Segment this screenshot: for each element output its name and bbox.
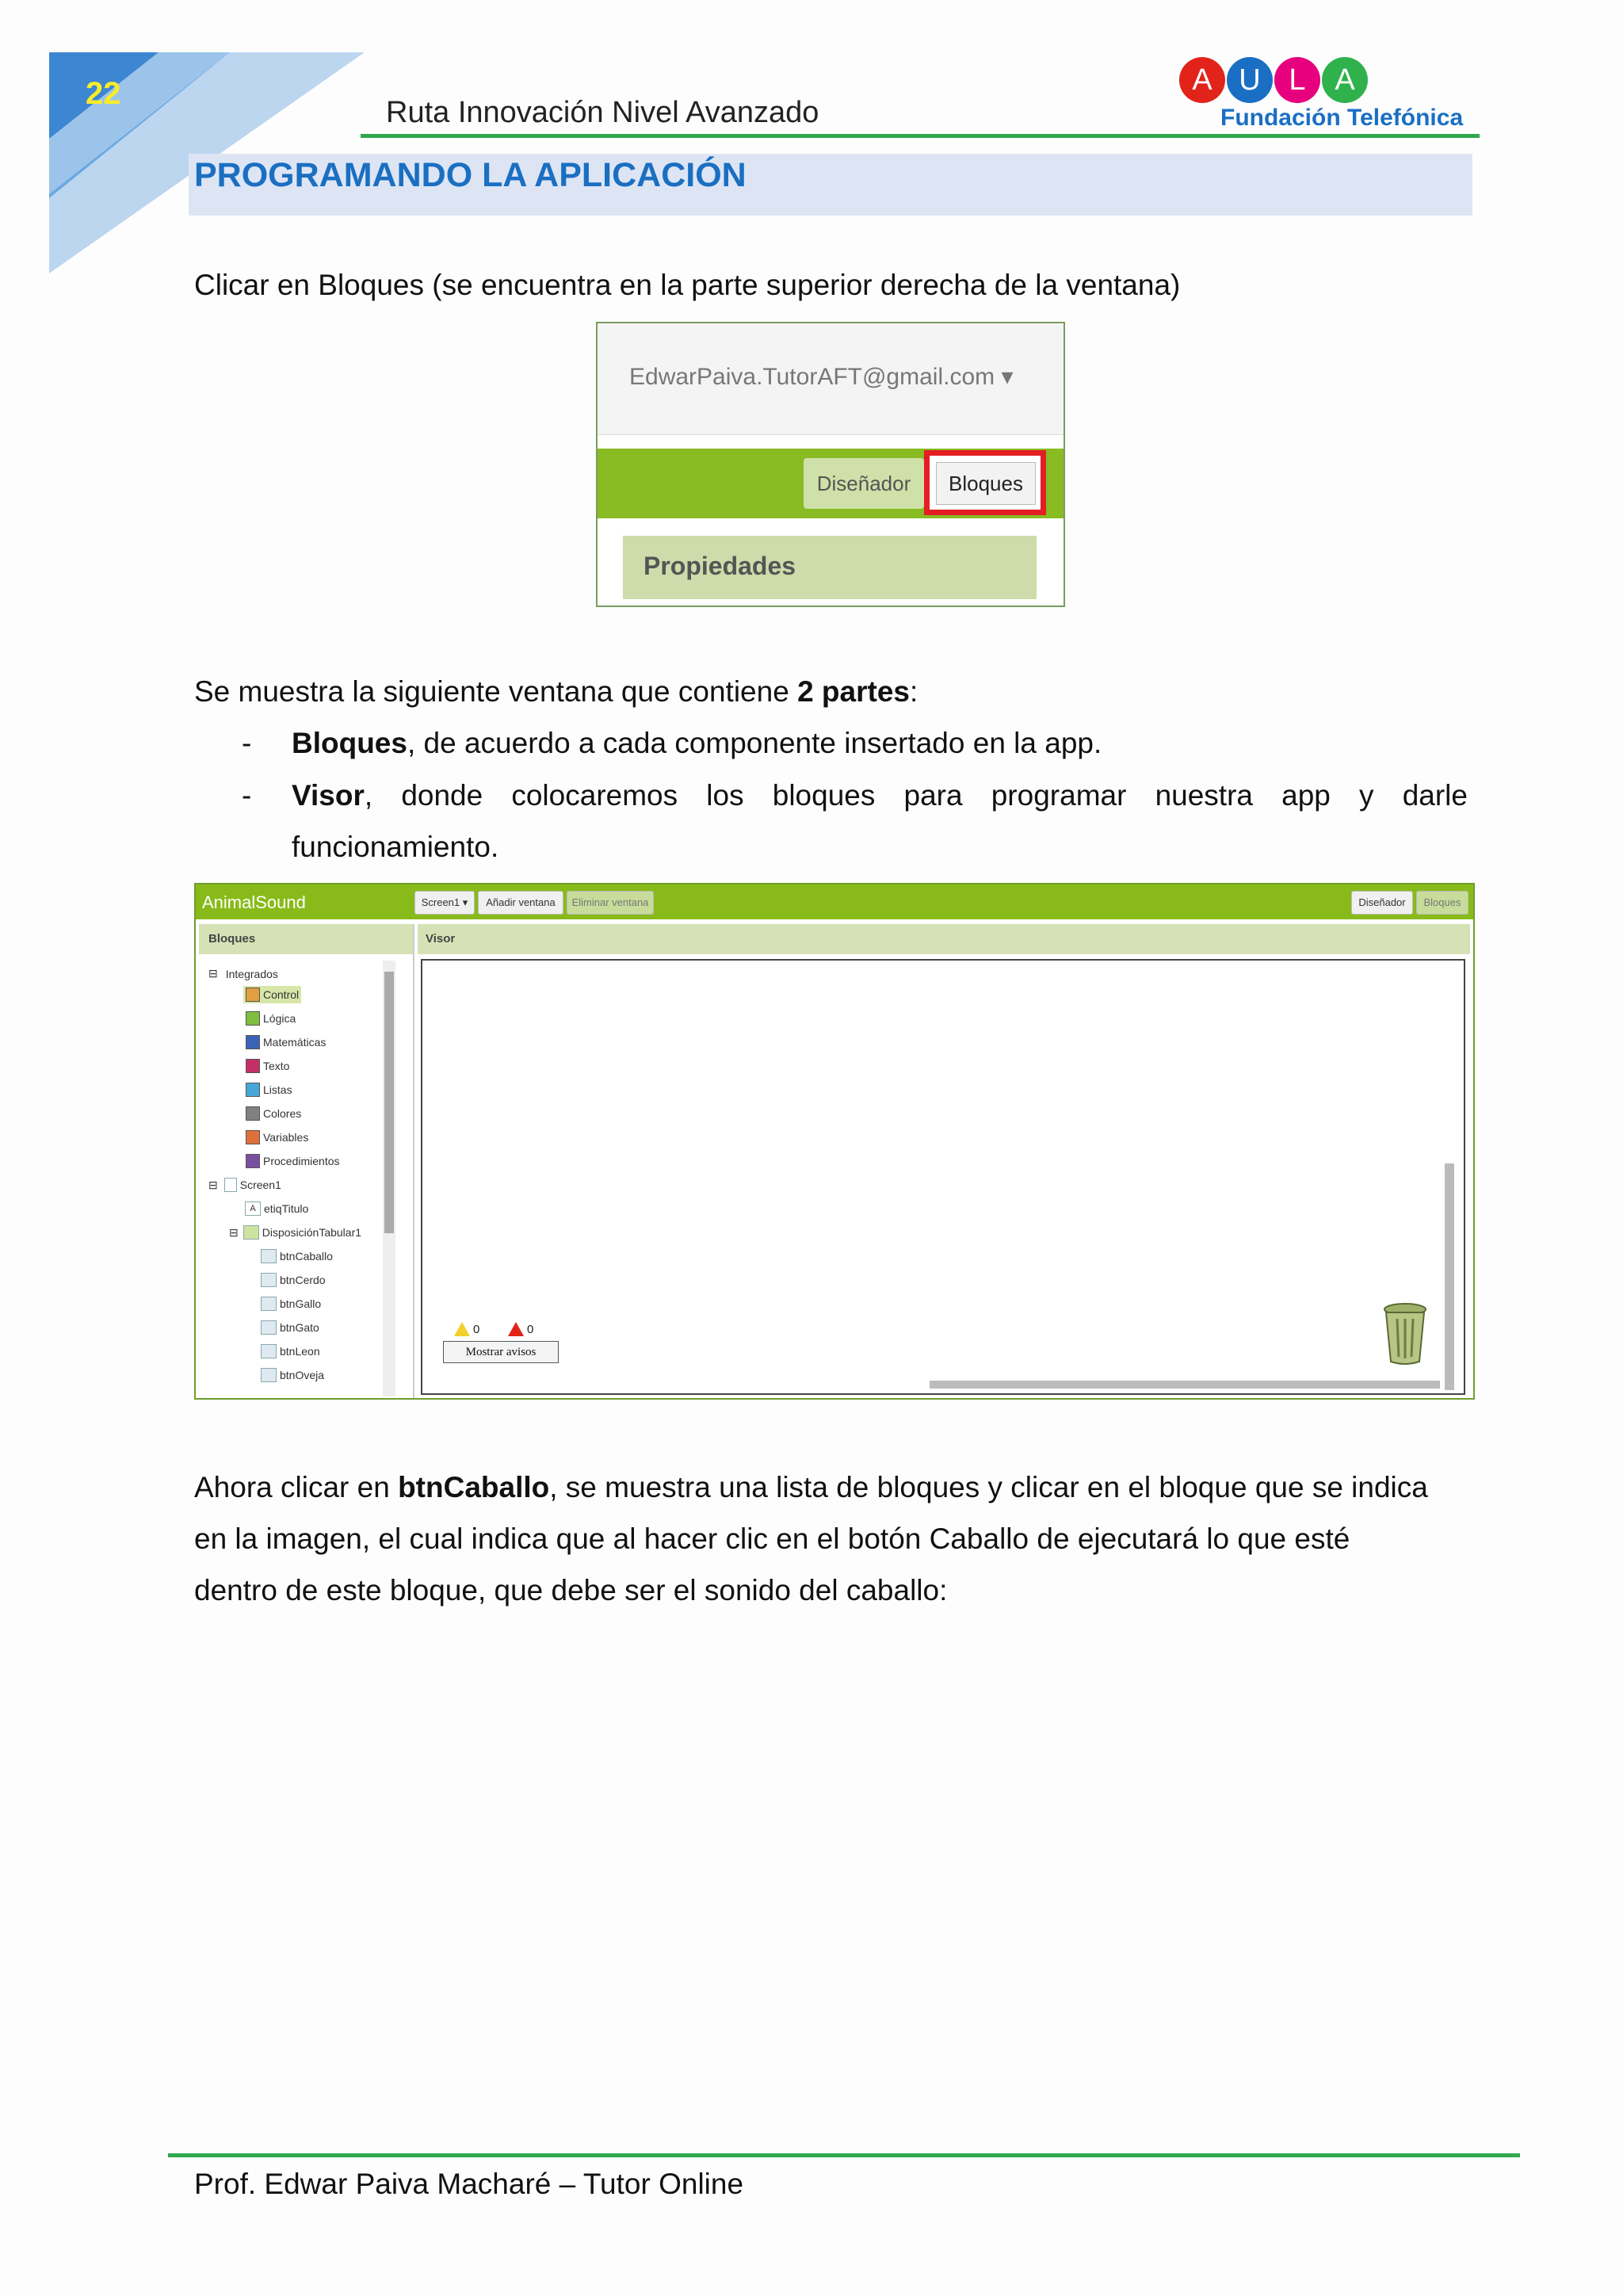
document-header-title: Ruta Innovación Nivel Avanzado (386, 96, 819, 129)
warning-icon (454, 1322, 470, 1336)
tree-label: Variables (263, 1131, 309, 1144)
errors-indicator (508, 1322, 533, 1336)
control-color-icon (246, 988, 260, 1002)
logo-letter-u: U (1227, 57, 1273, 103)
app-toolbar (196, 884, 1473, 919)
tree-label: btnGato (280, 1321, 319, 1334)
tree-item-btngato[interactable] (261, 1320, 319, 1335)
viewer-panel-header: Visor (418, 924, 1470, 954)
procedures-color-icon (246, 1154, 260, 1168)
button-icon (261, 1320, 277, 1335)
paragraph-instruction-3-line-1 (194, 1470, 1428, 1505)
bullet-2-line-1 (292, 779, 1468, 812)
para2-text: Se muestra la siguiente ventana que contiene (194, 675, 798, 708)
tree-item-btngallo[interactable] (261, 1297, 321, 1311)
screen-icon (224, 1178, 237, 1192)
tree-item-logica[interactable] (246, 1011, 296, 1026)
bullet2-word: app (1281, 779, 1331, 812)
screen-select-button[interactable]: Screen1 ▾ (414, 891, 475, 915)
para3-bold: btnCaballo (398, 1471, 550, 1503)
tree-label: btnLeon (280, 1345, 320, 1358)
variables-color-icon (246, 1130, 260, 1144)
tree-label: etiqTitulo (264, 1202, 309, 1215)
lists-color-icon (246, 1083, 260, 1097)
footer-divider (168, 2153, 1520, 2157)
blocks-workspace[interactable] (421, 959, 1465, 1395)
properties-label: Propiedades (643, 552, 796, 580)
blocks-button[interactable]: Bloques (1416, 891, 1468, 915)
errors-count: 0 (527, 1322, 534, 1336)
add-window-button[interactable]: Añadir ventana (478, 891, 563, 915)
warnings-count: 0 (473, 1322, 480, 1336)
tree-label: btnOveja (280, 1369, 325, 1381)
collapse-icon[interactable]: ⊟ (208, 967, 218, 980)
blocks-button[interactable]: Bloques (936, 462, 1036, 505)
tree-node-integrados[interactable] (208, 967, 278, 980)
paragraph-instruction-3-line-3: dentro de este bloque, que debe ser el sonido del caballo: (194, 1574, 948, 1606)
tree-item-matematicas[interactable] (246, 1035, 326, 1049)
tree-label: btnCerdo (280, 1274, 326, 1286)
workspace-horizontal-scrollbar[interactable] (930, 1381, 1440, 1389)
viewer-panel (418, 924, 1470, 1398)
bullet-1 (292, 726, 1102, 761)
page-number: 22 (86, 76, 121, 111)
button-icon (261, 1297, 277, 1311)
account-bar (598, 323, 1064, 435)
tree-label: DisposiciónTabular1 (262, 1226, 362, 1239)
bullet1-text: , de acuerdo a cada componente insertado en la app. (407, 727, 1102, 759)
para3-rest: , se muestra una lista de bloques y clicar en el bloque que se indica (549, 1471, 1428, 1503)
section-title: PROGRAMANDO LA APLICACIÓN (194, 156, 747, 194)
bullet-dash-1: - (242, 727, 252, 759)
tree-label: Screen1 (239, 1179, 281, 1191)
tree-label: btnCaballo (280, 1250, 333, 1263)
logo-brand: Fundación Telefónica (1220, 105, 1464, 131)
highlight-box (924, 450, 1046, 515)
button-icon (261, 1344, 277, 1358)
tree-node-screen1[interactable] (208, 1178, 281, 1192)
collapse-icon[interactable]: ⊟ (229, 1225, 239, 1239)
tree-item-variables[interactable] (246, 1130, 308, 1144)
bullet1-bold: Bloques (292, 727, 407, 759)
designer-button[interactable]: Diseñador (804, 458, 924, 509)
bullet2-word: y (1359, 779, 1374, 812)
bullet2-word: los (706, 779, 744, 812)
tree-item-btncaballo[interactable] (261, 1249, 333, 1263)
workspace-vertical-scrollbar[interactable] (1445, 1163, 1454, 1390)
blocks-scroll-thumb[interactable] (384, 972, 394, 1233)
blocks-panel-header: Bloques (199, 924, 413, 954)
tree-label: Matemáticas (263, 1036, 327, 1049)
show-warnings-button[interactable]: Mostrar avisos (443, 1341, 559, 1363)
para3-text: Ahora clicar en (194, 1471, 399, 1503)
bullet2-word (292, 779, 372, 812)
logo-letter-l: L (1274, 57, 1320, 103)
blocks-panel (199, 924, 414, 1398)
para2-bold: 2 partes (797, 675, 910, 708)
trash-icon[interactable] (1381, 1301, 1429, 1365)
bullet2-word: para (903, 779, 963, 812)
label-icon: A (245, 1201, 261, 1216)
tree-item-procedimientos[interactable] (246, 1154, 340, 1168)
tree-item-btnleon[interactable] (261, 1344, 320, 1358)
paragraph-instruction-2 (194, 674, 918, 709)
collapse-icon[interactable]: ⊟ (208, 1178, 218, 1191)
tree-item-etiqtitulo[interactable] (245, 1201, 308, 1216)
bullet2-word: darle (1402, 779, 1468, 812)
designer-button[interactable]: Diseñador (1351, 891, 1413, 915)
tree-label: Texto (263, 1060, 290, 1072)
tree-label: Procedimientos (263, 1155, 340, 1167)
para2-colon: : (910, 675, 918, 708)
corner-decoration (0, 0, 365, 273)
bullet2-word: colocaremos (511, 779, 678, 812)
app-name: AnimalSound (202, 892, 306, 912)
tree-label: Integrados (225, 967, 278, 980)
logic-color-icon (246, 1011, 260, 1026)
tree-item-btncerdo[interactable] (261, 1273, 326, 1287)
screenshot-blocks-editor (194, 883, 1475, 1400)
colors-color-icon (246, 1106, 260, 1121)
bullet2-word: nuestra (1155, 779, 1253, 812)
screenshot-bloques-button (596, 322, 1065, 607)
tree-label: Lógica (263, 1012, 296, 1025)
footer-author: Prof. Edwar Paiva Macharé – Tutor Online (194, 2168, 744, 2200)
logo-letter-a2: A (1322, 57, 1368, 103)
tree-item-control[interactable] (243, 986, 301, 1003)
table-layout-icon (243, 1225, 259, 1240)
tree-label: Colores (263, 1107, 302, 1120)
warnings-indicator (454, 1322, 479, 1336)
tree-label: btnGallo (280, 1297, 322, 1310)
tree-label: Control (263, 988, 300, 1001)
paragraph-instruction-3-line-2: en la imagen, el cual indica que al hacer clic en el botón Caballo de ejecutará lo que esté (194, 1522, 1350, 1555)
paragraph-instruction-1: Clicar en Bloques (se encuentra en la parte superior derecha de la ventana) (194, 269, 1181, 301)
properties-panel (623, 536, 1037, 599)
math-color-icon (246, 1035, 260, 1049)
bullet2-bold: Visor (292, 779, 365, 812)
remove-window-button[interactable]: Eliminar ventana (567, 891, 654, 915)
button-icon (261, 1273, 277, 1287)
bullet-dash-2: - (242, 779, 252, 812)
error-icon (508, 1322, 524, 1336)
tree-item-listas[interactable] (246, 1083, 292, 1097)
logo-letter-a: A (1179, 57, 1225, 103)
tree-item-texto[interactable] (246, 1059, 289, 1073)
bullet2-word: donde (401, 779, 483, 812)
account-email: EdwarPaiva.TutorAFT@gmail.com ▾ (629, 364, 1014, 390)
tree-node-disposicion[interactable] (229, 1225, 361, 1240)
bullet2-comma: , (364, 779, 373, 812)
tree-item-colores[interactable] (246, 1106, 301, 1121)
button-icon (261, 1368, 277, 1382)
text-color-icon (246, 1059, 260, 1073)
bullet2-word: programar (991, 779, 1127, 812)
button-icon (261, 1249, 277, 1263)
tree-item-btnoveja[interactable] (261, 1368, 324, 1382)
tree-label: Listas (263, 1083, 292, 1096)
aula-logo (1179, 57, 1496, 136)
bullet2-word: bloques (772, 779, 876, 812)
bullet-2-line-2: funcionamiento. (292, 831, 499, 863)
